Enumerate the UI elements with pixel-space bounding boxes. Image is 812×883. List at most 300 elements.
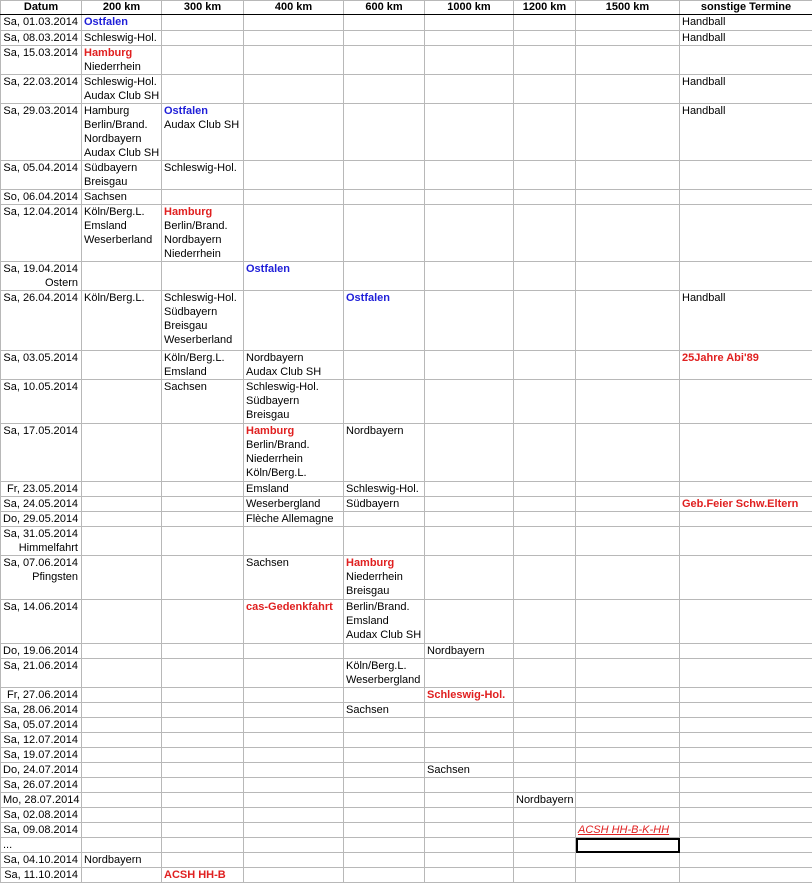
cell-sonstige-termine[interactable] bbox=[680, 31, 812, 46]
cell-400km[interactable] bbox=[244, 205, 344, 262]
cell-1000km[interactable] bbox=[425, 733, 514, 748]
cell-datum[interactable] bbox=[1, 778, 82, 793]
cell-400km[interactable] bbox=[244, 190, 344, 205]
cell-1200km[interactable] bbox=[514, 703, 576, 718]
cell-sonstige-termine[interactable] bbox=[680, 763, 812, 778]
cell-200km[interactable] bbox=[82, 703, 162, 718]
cell-600km[interactable] bbox=[344, 808, 425, 823]
cell-1000km[interactable] bbox=[425, 262, 514, 291]
cell-1500km[interactable] bbox=[576, 748, 680, 763]
cell-1000km[interactable] bbox=[425, 688, 514, 703]
cell-200km[interactable] bbox=[82, 351, 162, 380]
cell-1500km[interactable] bbox=[576, 424, 680, 482]
cell-datum[interactable] bbox=[1, 644, 82, 659]
cell-datum[interactable] bbox=[1, 75, 82, 104]
cell-200km[interactable] bbox=[82, 793, 162, 808]
cell-600km[interactable] bbox=[344, 748, 425, 763]
cell-datum[interactable] bbox=[1, 351, 82, 380]
cell-1000km[interactable] bbox=[425, 31, 514, 46]
cell-400km[interactable] bbox=[244, 868, 344, 883]
cell-datum[interactable] bbox=[1, 482, 82, 497]
cell-600km[interactable] bbox=[344, 793, 425, 808]
cell-300km[interactable] bbox=[162, 75, 244, 104]
cell-200km[interactable] bbox=[82, 512, 162, 527]
cell-datum[interactable] bbox=[1, 868, 82, 883]
cell-300km[interactable] bbox=[162, 838, 244, 853]
cell-300km[interactable] bbox=[162, 482, 244, 497]
cell-1200km[interactable] bbox=[514, 291, 576, 351]
cell-sonstige-termine[interactable] bbox=[680, 733, 812, 748]
cell-300km[interactable] bbox=[162, 497, 244, 512]
column-header-sonstige-termine[interactable]: sonstige Termine bbox=[680, 1, 812, 15]
cell-1000km[interactable] bbox=[425, 46, 514, 75]
cell-sonstige-termine[interactable] bbox=[680, 205, 812, 262]
cell-sonstige-termine[interactable] bbox=[680, 600, 812, 644]
cell-400km[interactable] bbox=[244, 808, 344, 823]
cell-1000km[interactable] bbox=[425, 512, 514, 527]
cell-1200km[interactable] bbox=[514, 808, 576, 823]
cell-600km[interactable] bbox=[344, 351, 425, 380]
cell-sonstige-termine[interactable] bbox=[680, 512, 812, 527]
cell-200km[interactable] bbox=[82, 31, 162, 46]
cell-datum[interactable] bbox=[1, 556, 82, 600]
cell-1500km[interactable] bbox=[576, 161, 680, 190]
cell-datum[interactable] bbox=[1, 793, 82, 808]
cell-1000km[interactable] bbox=[425, 748, 514, 763]
cell-sonstige-termine[interactable] bbox=[680, 644, 812, 659]
cell-300km[interactable] bbox=[162, 527, 244, 556]
cell-600km[interactable] bbox=[344, 838, 425, 853]
cell-1500km[interactable] bbox=[576, 205, 680, 262]
cell-1200km[interactable] bbox=[514, 497, 576, 512]
cell-300km[interactable] bbox=[162, 600, 244, 644]
cell-1500km[interactable] bbox=[576, 793, 680, 808]
cell-300km[interactable] bbox=[162, 793, 244, 808]
cell-600km[interactable] bbox=[344, 104, 425, 161]
cell-600km[interactable] bbox=[344, 600, 425, 644]
cell-datum[interactable] bbox=[1, 600, 82, 644]
cell-datum[interactable] bbox=[1, 161, 82, 190]
cell-1200km[interactable] bbox=[514, 556, 576, 600]
cell-200km[interactable] bbox=[82, 763, 162, 778]
cell-600km[interactable] bbox=[344, 718, 425, 733]
cell-1000km[interactable] bbox=[425, 868, 514, 883]
cell-1200km[interactable] bbox=[514, 262, 576, 291]
cell-300km[interactable] bbox=[162, 556, 244, 600]
cell-1500km[interactable] bbox=[576, 688, 680, 703]
cell-300km[interactable] bbox=[162, 748, 244, 763]
cell-1500km[interactable] bbox=[576, 104, 680, 161]
cell-600km[interactable] bbox=[344, 424, 425, 482]
cell-1200km[interactable] bbox=[514, 868, 576, 883]
cell-1200km[interactable] bbox=[514, 75, 576, 104]
cell-1500km[interactable] bbox=[576, 351, 680, 380]
cell-300km[interactable] bbox=[162, 380, 244, 424]
cell-600km[interactable] bbox=[344, 763, 425, 778]
cell-1500km[interactable] bbox=[576, 527, 680, 556]
cell-300km[interactable] bbox=[162, 868, 244, 883]
cell-1000km[interactable] bbox=[425, 205, 514, 262]
cell-1500km[interactable] bbox=[576, 482, 680, 497]
cell-sonstige-termine[interactable] bbox=[680, 868, 812, 883]
column-header-400km[interactable]: 400 km bbox=[244, 1, 344, 15]
cell-200km[interactable] bbox=[82, 291, 162, 351]
cell-1000km[interactable] bbox=[425, 718, 514, 733]
cell-sonstige-termine[interactable] bbox=[680, 688, 812, 703]
cell-sonstige-termine[interactable] bbox=[680, 838, 812, 853]
cell-1500km[interactable] bbox=[576, 31, 680, 46]
cell-400km[interactable] bbox=[244, 497, 344, 512]
cell-1000km[interactable] bbox=[425, 15, 514, 31]
cell-1000km[interactable] bbox=[425, 823, 514, 838]
cell-1500km[interactable] bbox=[576, 15, 680, 31]
cell-sonstige-termine[interactable] bbox=[680, 15, 812, 31]
cell-1200km[interactable] bbox=[514, 823, 576, 838]
cell-300km[interactable] bbox=[162, 853, 244, 868]
cell-1200km[interactable] bbox=[514, 31, 576, 46]
cell-300km[interactable] bbox=[162, 351, 244, 380]
cell-sonstige-termine[interactable] bbox=[680, 823, 812, 838]
cell-sonstige-termine[interactable] bbox=[680, 556, 812, 600]
cell-300km[interactable] bbox=[162, 688, 244, 703]
cell-datum[interactable] bbox=[1, 15, 82, 31]
cell-300km[interactable] bbox=[162, 733, 244, 748]
cell-400km[interactable] bbox=[244, 688, 344, 703]
cell-600km[interactable] bbox=[344, 778, 425, 793]
cell-600km[interactable] bbox=[344, 703, 425, 718]
cell-1200km[interactable] bbox=[514, 424, 576, 482]
cell-sonstige-termine[interactable] bbox=[680, 659, 812, 688]
cell-400km[interactable] bbox=[244, 793, 344, 808]
cell-600km[interactable] bbox=[344, 556, 425, 600]
cell-sonstige-termine[interactable] bbox=[680, 190, 812, 205]
cell-400km[interactable] bbox=[244, 380, 344, 424]
column-header-datum[interactable]: Datum bbox=[1, 1, 82, 15]
cell-1200km[interactable] bbox=[514, 482, 576, 497]
cell-datum[interactable] bbox=[1, 823, 82, 838]
cell-600km[interactable] bbox=[344, 823, 425, 838]
cell-datum[interactable] bbox=[1, 688, 82, 703]
cell-sonstige-termine[interactable] bbox=[680, 527, 812, 556]
cell-600km[interactable] bbox=[344, 262, 425, 291]
cell-1200km[interactable] bbox=[514, 104, 576, 161]
cell-200km[interactable] bbox=[82, 733, 162, 748]
cell-1200km[interactable] bbox=[514, 644, 576, 659]
column-header-200km[interactable]: 200 km bbox=[82, 1, 162, 15]
cell-sonstige-termine[interactable] bbox=[680, 46, 812, 75]
cell-1500km[interactable] bbox=[576, 703, 680, 718]
cell-datum[interactable] bbox=[1, 718, 82, 733]
cell-200km[interactable] bbox=[82, 868, 162, 883]
cell-400km[interactable] bbox=[244, 512, 344, 527]
cell-400km[interactable] bbox=[244, 291, 344, 351]
cell-1200km[interactable] bbox=[514, 748, 576, 763]
cell-200km[interactable] bbox=[82, 823, 162, 838]
cell-1000km[interactable] bbox=[425, 763, 514, 778]
cell-sonstige-termine[interactable] bbox=[680, 703, 812, 718]
cell-200km[interactable] bbox=[82, 380, 162, 424]
cell-1200km[interactable] bbox=[514, 600, 576, 644]
cell-600km[interactable] bbox=[344, 733, 425, 748]
cell-600km[interactable] bbox=[344, 868, 425, 883]
cell-1000km[interactable] bbox=[425, 190, 514, 205]
cell-datum[interactable] bbox=[1, 104, 82, 161]
cell-400km[interactable] bbox=[244, 838, 344, 853]
cell-400km[interactable] bbox=[244, 778, 344, 793]
cell-400km[interactable] bbox=[244, 424, 344, 482]
cell-1200km[interactable] bbox=[514, 718, 576, 733]
cell-200km[interactable] bbox=[82, 161, 162, 190]
cell-300km[interactable] bbox=[162, 659, 244, 688]
cell-400km[interactable] bbox=[244, 351, 344, 380]
cell-1200km[interactable] bbox=[514, 778, 576, 793]
cell-300km[interactable] bbox=[162, 718, 244, 733]
cell-200km[interactable] bbox=[82, 190, 162, 205]
cell-1500km[interactable] bbox=[576, 853, 680, 868]
cell-sonstige-termine[interactable] bbox=[680, 482, 812, 497]
cell-400km[interactable] bbox=[244, 556, 344, 600]
cell-600km[interactable] bbox=[344, 482, 425, 497]
cell-datum[interactable] bbox=[1, 31, 82, 46]
cell-sonstige-termine[interactable] bbox=[680, 380, 812, 424]
cell-datum[interactable] bbox=[1, 46, 82, 75]
cell-1000km[interactable] bbox=[425, 527, 514, 556]
cell-1200km[interactable] bbox=[514, 659, 576, 688]
cell-600km[interactable] bbox=[344, 644, 425, 659]
cell-200km[interactable] bbox=[82, 748, 162, 763]
cell-600km[interactable] bbox=[344, 161, 425, 190]
cell-600km[interactable] bbox=[344, 527, 425, 556]
cell-400km[interactable] bbox=[244, 262, 344, 291]
cell-200km[interactable] bbox=[82, 104, 162, 161]
cell-1000km[interactable] bbox=[425, 482, 514, 497]
cell-1500km[interactable] bbox=[576, 733, 680, 748]
cell-600km[interactable] bbox=[344, 31, 425, 46]
column-header-600km[interactable]: 600 km bbox=[344, 1, 425, 15]
cell-400km[interactable] bbox=[244, 718, 344, 733]
cell-200km[interactable] bbox=[82, 15, 162, 31]
cell-1500km[interactable] bbox=[576, 556, 680, 600]
column-header-300km[interactable]: 300 km bbox=[162, 1, 244, 15]
cell-300km[interactable] bbox=[162, 31, 244, 46]
cell-datum[interactable] bbox=[1, 527, 82, 556]
cell-300km[interactable] bbox=[162, 703, 244, 718]
cell-200km[interactable] bbox=[82, 527, 162, 556]
cell-400km[interactable] bbox=[244, 659, 344, 688]
cell-1200km[interactable] bbox=[514, 46, 576, 75]
cell-600km[interactable] bbox=[344, 688, 425, 703]
cell-400km[interactable] bbox=[244, 823, 344, 838]
cell-1000km[interactable] bbox=[425, 104, 514, 161]
cell-1200km[interactable] bbox=[514, 161, 576, 190]
cell-1000km[interactable] bbox=[425, 351, 514, 380]
cell-1200km[interactable] bbox=[514, 190, 576, 205]
cell-400km[interactable] bbox=[244, 748, 344, 763]
cell-1000km[interactable] bbox=[425, 853, 514, 868]
cell-300km[interactable] bbox=[162, 512, 244, 527]
cell-1200km[interactable] bbox=[514, 527, 576, 556]
cell-1500km[interactable] bbox=[576, 75, 680, 104]
cell-300km[interactable] bbox=[162, 161, 244, 190]
cell-1500km[interactable] bbox=[576, 512, 680, 527]
cell-600km[interactable] bbox=[344, 380, 425, 424]
cell-datum[interactable] bbox=[1, 205, 82, 262]
cell-300km[interactable] bbox=[162, 808, 244, 823]
cell-1500km[interactable] bbox=[576, 823, 680, 838]
cell-400km[interactable] bbox=[244, 644, 344, 659]
cell-200km[interactable] bbox=[82, 659, 162, 688]
cell-1500km[interactable] bbox=[576, 262, 680, 291]
cell-1500km[interactable] bbox=[576, 190, 680, 205]
cell-datum[interactable] bbox=[1, 262, 82, 291]
cell-300km[interactable] bbox=[162, 763, 244, 778]
cell-1200km[interactable] bbox=[514, 838, 576, 853]
cell-1500km[interactable] bbox=[576, 46, 680, 75]
cell-1500km[interactable] bbox=[576, 763, 680, 778]
cell-600km[interactable] bbox=[344, 512, 425, 527]
cell-sonstige-termine[interactable] bbox=[680, 262, 812, 291]
cell-600km[interactable] bbox=[344, 15, 425, 31]
cell-200km[interactable] bbox=[82, 497, 162, 512]
cell-datum[interactable] bbox=[1, 512, 82, 527]
cell-1200km[interactable] bbox=[514, 853, 576, 868]
cell-1000km[interactable] bbox=[425, 424, 514, 482]
cell-1000km[interactable] bbox=[425, 291, 514, 351]
cell-200km[interactable] bbox=[82, 424, 162, 482]
cell-200km[interactable] bbox=[82, 808, 162, 823]
cell-400km[interactable] bbox=[244, 733, 344, 748]
cell-1000km[interactable] bbox=[425, 808, 514, 823]
cell-sonstige-termine[interactable] bbox=[680, 351, 812, 380]
cell-300km[interactable] bbox=[162, 644, 244, 659]
cell-400km[interactable] bbox=[244, 482, 344, 497]
cell-1500km[interactable] bbox=[576, 380, 680, 424]
cell-1200km[interactable] bbox=[514, 733, 576, 748]
cell-300km[interactable] bbox=[162, 778, 244, 793]
cell-sonstige-termine[interactable] bbox=[680, 853, 812, 868]
cell-1200km[interactable] bbox=[514, 351, 576, 380]
cell-200km[interactable] bbox=[82, 262, 162, 291]
cell-200km[interactable] bbox=[82, 75, 162, 104]
cell-datum[interactable] bbox=[1, 380, 82, 424]
cell-1000km[interactable] bbox=[425, 600, 514, 644]
cell-datum[interactable] bbox=[1, 733, 82, 748]
cell-600km[interactable] bbox=[344, 205, 425, 262]
cell-400km[interactable] bbox=[244, 15, 344, 31]
cell-400km[interactable] bbox=[244, 853, 344, 868]
cell-1500km[interactable] bbox=[576, 868, 680, 883]
cell-400km[interactable] bbox=[244, 104, 344, 161]
cell-sonstige-termine[interactable] bbox=[680, 793, 812, 808]
cell-datum[interactable] bbox=[1, 853, 82, 868]
cell-1000km[interactable] bbox=[425, 703, 514, 718]
cell-200km[interactable] bbox=[82, 556, 162, 600]
cell-600km[interactable] bbox=[344, 75, 425, 104]
cell-400km[interactable] bbox=[244, 703, 344, 718]
cell-1500km[interactable] bbox=[576, 718, 680, 733]
cell-datum[interactable] bbox=[1, 763, 82, 778]
cell-200km[interactable] bbox=[82, 205, 162, 262]
column-header-1500km[interactable]: 1500 km bbox=[576, 1, 680, 15]
cell-400km[interactable] bbox=[244, 600, 344, 644]
cell-1500km[interactable] bbox=[576, 644, 680, 659]
cell-1200km[interactable] bbox=[514, 205, 576, 262]
cell-400km[interactable] bbox=[244, 763, 344, 778]
cell-1000km[interactable] bbox=[425, 644, 514, 659]
column-header-1200km[interactable]: 1200 km bbox=[514, 1, 576, 15]
cell-1000km[interactable] bbox=[425, 556, 514, 600]
cell-datum[interactable] bbox=[1, 497, 82, 512]
cell-400km[interactable] bbox=[244, 161, 344, 190]
cell-200km[interactable] bbox=[82, 644, 162, 659]
cell-300km[interactable] bbox=[162, 823, 244, 838]
cell-1200km[interactable] bbox=[514, 793, 576, 808]
cell-200km[interactable] bbox=[82, 853, 162, 868]
cell-400km[interactable] bbox=[244, 75, 344, 104]
cell-datum[interactable] bbox=[1, 808, 82, 823]
cell-1500km[interactable] bbox=[576, 659, 680, 688]
cell-sonstige-termine[interactable] bbox=[680, 424, 812, 482]
cell-1000km[interactable] bbox=[425, 659, 514, 688]
cell-datum[interactable] bbox=[1, 748, 82, 763]
cell-datum[interactable] bbox=[1, 190, 82, 205]
cell-300km[interactable] bbox=[162, 205, 244, 262]
cell-300km[interactable] bbox=[162, 46, 244, 75]
cell-1200km[interactable] bbox=[514, 15, 576, 31]
cell-200km[interactable] bbox=[82, 482, 162, 497]
cell-1500km[interactable] bbox=[576, 600, 680, 644]
cell-400km[interactable] bbox=[244, 46, 344, 75]
cell-1500km[interactable] bbox=[576, 778, 680, 793]
cell-sonstige-termine[interactable] bbox=[680, 748, 812, 763]
cell-600km[interactable] bbox=[344, 46, 425, 75]
cell-300km[interactable] bbox=[162, 104, 244, 161]
cell-datum[interactable] bbox=[1, 838, 82, 853]
cell-300km[interactable] bbox=[162, 291, 244, 351]
cell-1500km[interactable] bbox=[576, 291, 680, 351]
cell-300km[interactable] bbox=[162, 424, 244, 482]
cell-600km[interactable] bbox=[344, 853, 425, 868]
cell-300km[interactable] bbox=[162, 190, 244, 205]
cell-sonstige-termine[interactable] bbox=[680, 808, 812, 823]
cell-1000km[interactable] bbox=[425, 75, 514, 104]
cell-200km[interactable] bbox=[82, 778, 162, 793]
cell-sonstige-termine[interactable] bbox=[680, 161, 812, 190]
cell-600km[interactable] bbox=[344, 190, 425, 205]
cell-1000km[interactable] bbox=[425, 161, 514, 190]
cell-200km[interactable] bbox=[82, 838, 162, 853]
cell-1500km[interactable] bbox=[576, 497, 680, 512]
column-header-1000km[interactable]: 1000 km bbox=[425, 1, 514, 15]
cell-sonstige-termine[interactable] bbox=[680, 778, 812, 793]
cell-200km[interactable] bbox=[82, 600, 162, 644]
cell-sonstige-termine[interactable] bbox=[680, 104, 812, 161]
cell-300km[interactable] bbox=[162, 262, 244, 291]
cell-600km[interactable] bbox=[344, 291, 425, 351]
cell-1500km[interactable] bbox=[576, 808, 680, 823]
cell-300km[interactable] bbox=[162, 15, 244, 31]
cell-600km[interactable] bbox=[344, 497, 425, 512]
cell-200km[interactable] bbox=[82, 718, 162, 733]
cell-400km[interactable] bbox=[244, 31, 344, 46]
cell-1200km[interactable] bbox=[514, 688, 576, 703]
cell-sonstige-termine[interactable] bbox=[680, 718, 812, 733]
cell-1000km[interactable] bbox=[425, 793, 514, 808]
cell-datum[interactable] bbox=[1, 703, 82, 718]
cell-1200km[interactable] bbox=[514, 380, 576, 424]
cell-sonstige-termine[interactable] bbox=[680, 75, 812, 104]
cell-sonstige-termine[interactable] bbox=[680, 497, 812, 512]
